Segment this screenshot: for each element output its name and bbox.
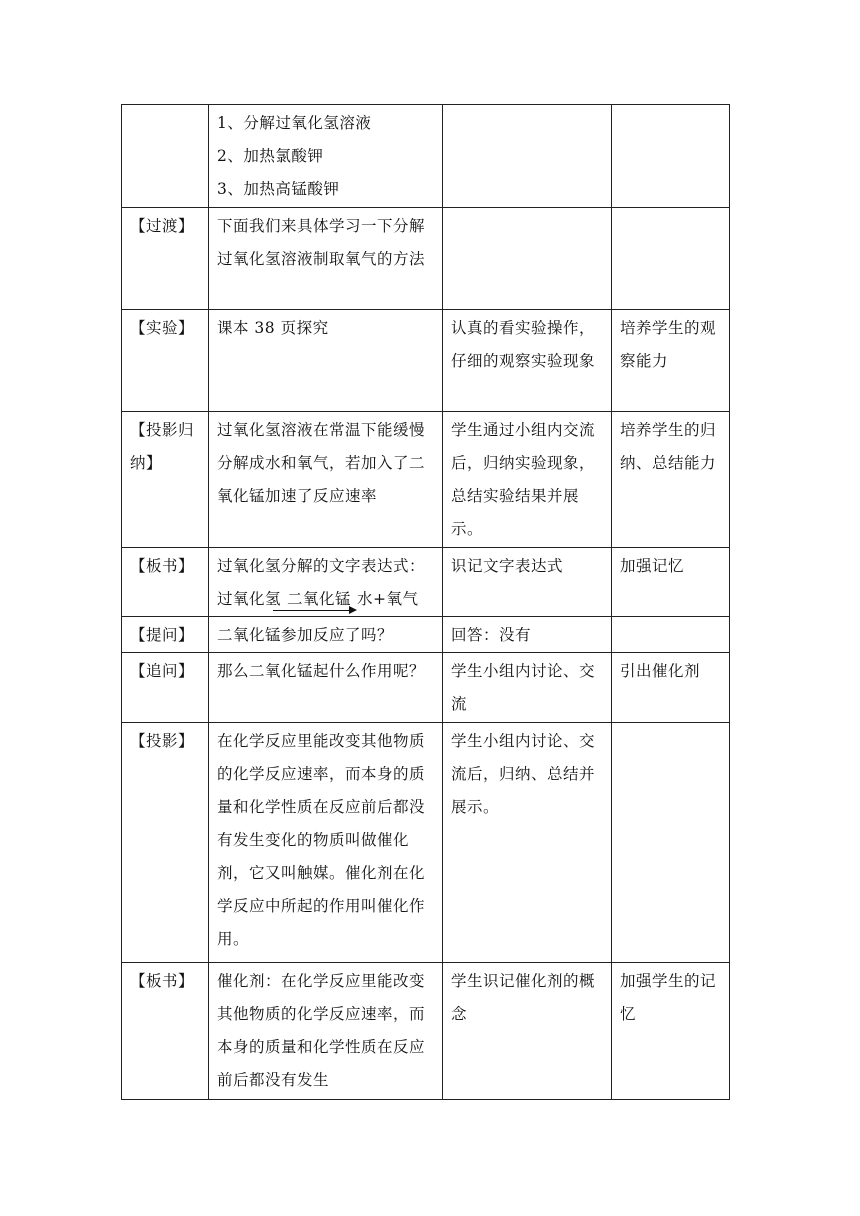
products: 水+氧气 [357, 590, 419, 608]
teacher-activity: 在化学反应里能改变其他物质的化学反应速率，而本身的质量和化学性质在反应前后都没有发生变化的物质叫做催化剂，它又叫触媒。催化剂在化学反应中所起的作用叫催化作用。 [209, 723, 443, 963]
step-label: 【提问】 [122, 617, 209, 653]
arrow-icon [273, 610, 355, 611]
lesson-plan-table [121, 104, 730, 1100]
student-activity: 学生小组内讨论、交流后，归纳、总结并展示。 [443, 723, 612, 963]
teacher-activity [209, 548, 443, 617]
student-activity [443, 105, 612, 208]
student-activity: 识记文字表达式 [443, 548, 612, 617]
table-row [122, 105, 730, 208]
teacher-activity: 下面我们来具体学习一下分解过氧化氢溶液制取氧气的方法 [209, 208, 443, 310]
teacher-activity [209, 105, 443, 208]
step-label: 【实验】 [122, 310, 209, 412]
word-equation [217, 583, 435, 616]
design-intent [612, 617, 730, 653]
design-intent [612, 105, 730, 208]
equation-heading: 过氧化氢分解的文字表达式： [217, 557, 426, 575]
table-row [122, 653, 730, 723]
table-row [122, 310, 730, 412]
table-row [122, 617, 730, 653]
design-intent [612, 723, 730, 963]
method-item: 2、加热氯酸钾 [217, 147, 324, 165]
table-row [122, 548, 730, 617]
teacher-activity: 过氧化氢溶液在常温下能缓慢分解成水和氧气，若加入了二氧化锰加速了反应速率 [209, 412, 443, 548]
teacher-activity: 二氧化锰参加反应了吗？ [209, 617, 443, 653]
student-activity: 认真的看实验操作，仔细的观察实验现象 [443, 310, 612, 412]
step-label: 【板书】 [122, 548, 209, 617]
step-label: 【投影归纳】 [122, 412, 209, 548]
reaction-arrow [287, 583, 351, 616]
design-intent: 加强记忆 [612, 548, 730, 617]
student-activity: 学生小组内讨论、交流 [443, 653, 612, 723]
design-intent: 培养学生的归纳、总结能力 [612, 412, 730, 548]
student-activity [443, 208, 612, 310]
student-activity: 回答：没有 [443, 617, 612, 653]
teacher-activity: 催化剂：在化学反应里能改变其他物质的化学反应速率，而本身的质量和化学性质在反应前后都没有发生 [209, 963, 443, 1100]
step-label: 【过渡】 [122, 208, 209, 310]
design-intent: 培养学生的观察能力 [612, 310, 730, 412]
teacher-activity: 课本 38 页探究 [209, 310, 443, 412]
design-intent: 引出催化剂 [612, 653, 730, 723]
design-intent [612, 208, 730, 310]
student-activity: 学生识记催化剂的概念 [443, 963, 612, 1100]
table-row [122, 412, 730, 548]
catalyst-label: 二氧化锰 [287, 590, 352, 608]
student-activity: 学生通过小组内交流后，归纳实验现象，总结实验结果并展示。 [443, 412, 612, 548]
reactant: 过氧化氢 [217, 590, 282, 608]
teacher-activity: 那么二氧化锰起什么作用呢？ [209, 653, 443, 723]
step-label: 【板书】 [122, 963, 209, 1100]
step-label: 【追问】 [122, 653, 209, 723]
design-intent: 加强学生的记忆 [612, 963, 730, 1100]
table-row [122, 208, 730, 310]
step-label: 【投影】 [122, 723, 209, 963]
table-row [122, 963, 730, 1100]
step-label [122, 105, 209, 208]
table-row [122, 723, 730, 963]
method-item: 1、分解过氧化氢溶液 [217, 114, 372, 132]
method-item: 3、加热高锰酸钾 [217, 180, 340, 198]
